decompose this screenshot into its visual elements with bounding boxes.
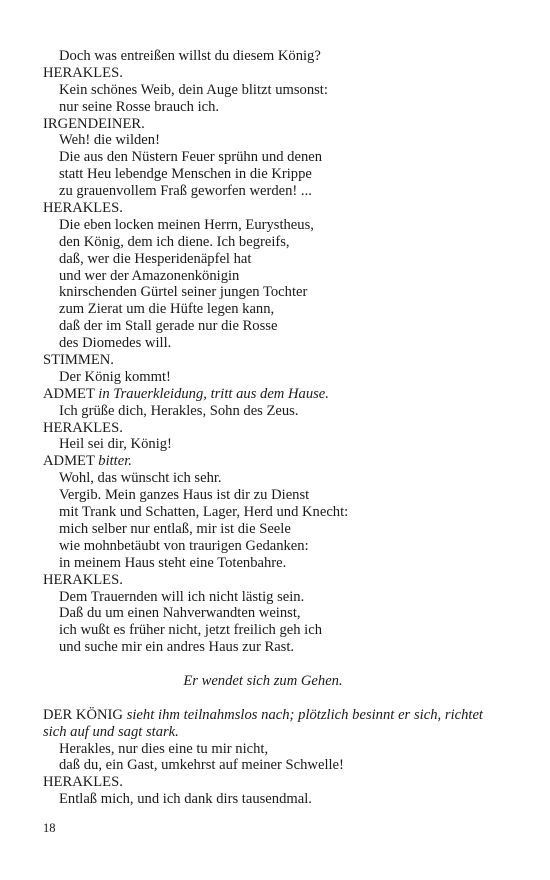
verse-line: wie mohnbetäubt von traurigen Gedanken: — [59, 537, 309, 554]
verse-line: Der König kommt! — [59, 368, 171, 385]
verse-line: daß, wer die Hesperidenäpfel hat — [59, 250, 252, 267]
verse-line: Ich grüße dich, Herakles, Sohn des Zeus. — [59, 402, 299, 419]
verse-line: mich selber nur entlaß, mir ist die Seele — [59, 520, 291, 537]
speaker-name: HERAKLES. — [43, 774, 123, 791]
verse-line: zum Zierat um die Hüfte legen kann, — [59, 301, 275, 318]
verse-line: den König, dem ich diene. Ich begreifs, — [59, 233, 290, 250]
speaker-with-direction — [43, 386, 483, 403]
verse-line: Dem Trauernden will ich nicht lästig sein. — [59, 588, 305, 605]
verse-line: Vergib. Mein ganzes Haus ist dir zu Dienst — [59, 487, 310, 504]
verse-line: mit Trank und Schatten, Lager, Herd und Knecht: — [59, 504, 349, 521]
verse-line: nur seine Rosse brauch ich. — [59, 98, 220, 115]
verse-line: Die eben locken meinen Herrn, Eurystheus, — [59, 216, 314, 233]
verse-line: Herakles, nur dies eine tu mir nicht, — [59, 740, 269, 757]
speaker-name: HERAKLES. — [43, 200, 123, 217]
verse-line: Doch was entreißen willst du diesem König? — [59, 48, 321, 64]
verse-line: daß du, ein Gast, umkehrst auf meiner Schwelle! — [59, 757, 344, 774]
verse-line: Kein schönes Weib, dein Auge blitzt umsonst: — [59, 81, 328, 98]
blank-line — [43, 690, 483, 707]
play-text — [43, 48, 483, 808]
speaker-name: IRGENDEINER. — [43, 115, 145, 132]
speaker-name: DER KÖNIG — [43, 706, 123, 723]
speaker-name: ADMET — [43, 453, 95, 470]
verse-line: Daß du um einen Nahverwandten weinst, — [59, 605, 301, 622]
speaker-name: ADMET — [43, 385, 95, 402]
stage-direction: bitter. — [98, 453, 132, 470]
verse-line: und wer der Amazonenkönigin — [59, 267, 240, 284]
stage-direction: sieht ihm teilnahmslos nach; plötzlich besinnt er sich, richtet sich auf und sagt stark. — [43, 706, 483, 740]
speaker-with-direction — [43, 453, 483, 470]
verse-line: Heil sei dir, König! — [59, 436, 172, 453]
speaker-name: HERAKLES. — [43, 419, 123, 436]
verse-line: daß der im Stall gerade nur die Rosse — [59, 318, 278, 335]
verse-line: in meinem Haus steht eine Totenbahre. — [59, 554, 287, 571]
speaker-name: HERAKLES. — [43, 64, 123, 81]
verse-line: zu grauenvollem Fraß geworfen werden! ... — [59, 183, 312, 200]
verse-line: statt Heu lebendge Menschen in die Krippe — [59, 166, 312, 183]
stage-direction: in Trauerkleidung, tritt aus dem Hause. — [98, 385, 329, 402]
blank-line — [43, 656, 483, 673]
page-number: 18 — [43, 821, 56, 835]
verse-line: und suche mir ein andres Haus zur Rast. — [59, 639, 295, 656]
verse-line: ich wußt es früher nicht, jetzt freilich geh ich — [59, 622, 322, 639]
speaker-name: HERAKLES. — [43, 571, 123, 588]
speaker-with-direction — [43, 707, 483, 741]
verse-line: Die aus den Nüstern Feuer sprühn und denen — [59, 149, 323, 166]
stage-direction: Er wendet sich zum Gehen. — [183, 672, 343, 689]
verse-line: Wohl, das wünscht ich sehr. — [59, 470, 222, 487]
verse-line: des Diomedes will. — [59, 335, 172, 352]
speaker-name: STIMMEN. — [43, 352, 114, 369]
verse-line: knirschenden Gürtel seiner jungen Tochter — [59, 284, 308, 301]
verse-line: Entlaß mich, und ich dank dirs tausendmal. — [59, 791, 312, 808]
verse-line: Weh! die wilden! — [59, 132, 160, 149]
